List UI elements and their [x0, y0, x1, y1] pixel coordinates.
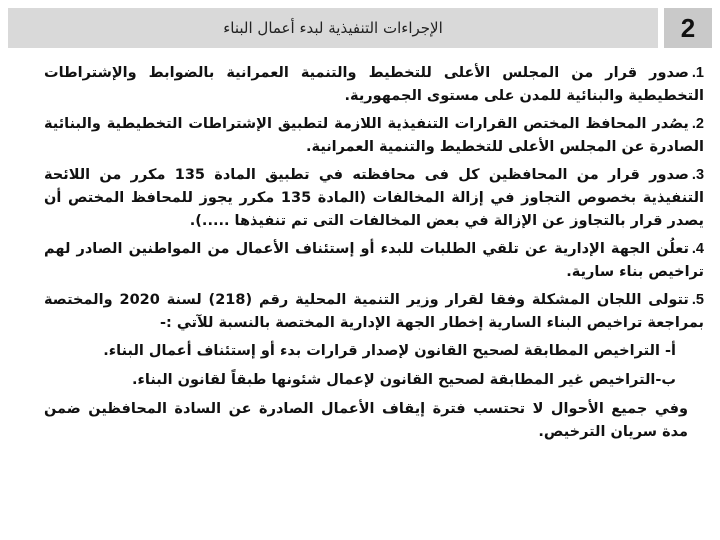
list-item	[44, 289, 704, 335]
list-item	[44, 164, 704, 233]
list-item	[44, 113, 704, 159]
sub-item-a: أ- التراخيص المطابقة لصحيح القانون لإصدار قرارات بدء أو إستئناف أعمال البناء.	[103, 343, 676, 359]
list-item	[44, 62, 704, 108]
closing-note: وفي جميع الأحوال لا تحتسب فترة إيقاف الأعمال الصادرة عن السادة المحافظين ضمن مدة سريان الترخيص.	[44, 401, 688, 440]
sub-item-b: ب-التراخيص غير المطابقة لصحيح القانون لإعمال شئونها طبقاً لقانون البناء.	[132, 372, 676, 388]
item-text: تعلُن الجهة الإدارية عن تلقي الطلبات للبدء أو إستئناف الأعمال من المواطنين الصادر لهم تراخيص بناء سارية.	[44, 241, 704, 280]
item-number: 5.	[691, 292, 704, 308]
item-number: 2.	[691, 116, 704, 132]
item-text: صدور قرار من المحافظين كل فى محافظته في تطبيق المادة 135 مكرر من اللائحة التنفيذية بخصوص التجاوز في إزالة المخالفات (المادة 135 مكرر يجوز للمحافظ المختص أن يصدر قرار بالتجاوز عن الإزالة في بعض المخالفات التى تم تنفيذها .....).	[44, 167, 704, 229]
item-number: 4.	[691, 241, 704, 257]
item-number: 3.	[691, 167, 705, 183]
item-text: تتولى اللجان المشكلة وفقا لقرار وزير التنمية المحلية رقم (218) لسنة 2020 والمختصة بمراجعة تراخيص البناء السارية إخطار الجهة الإدارية المختصة بالنسبة للآتي :-	[44, 292, 704, 331]
section-header	[8, 8, 712, 48]
section-title-box	[8, 8, 658, 48]
procedures-list	[44, 62, 704, 444]
section-number: 2	[664, 8, 712, 48]
section-title: الإجراءات التنفيذية لبدء أعمال البناء	[223, 19, 443, 37]
item-text: يصُدر المحافظ المختص القرارات التنفيذية اللازمة لتطبيق الإشتراطات التخطيطية والبنائية الصادرة عن المجلس الأعلى للتخطيط والتنمية العمرانية.	[44, 116, 704, 155]
list-item	[44, 238, 704, 284]
item-number: 1.	[691, 65, 704, 81]
item-text: صدور قرار من المجلس الأعلى للتخطيط والتنمية العمرانية بالضوابط والإشتراطات التخطيطية والبنائية للمدن على مستوى الجمهورية.	[44, 65, 704, 104]
